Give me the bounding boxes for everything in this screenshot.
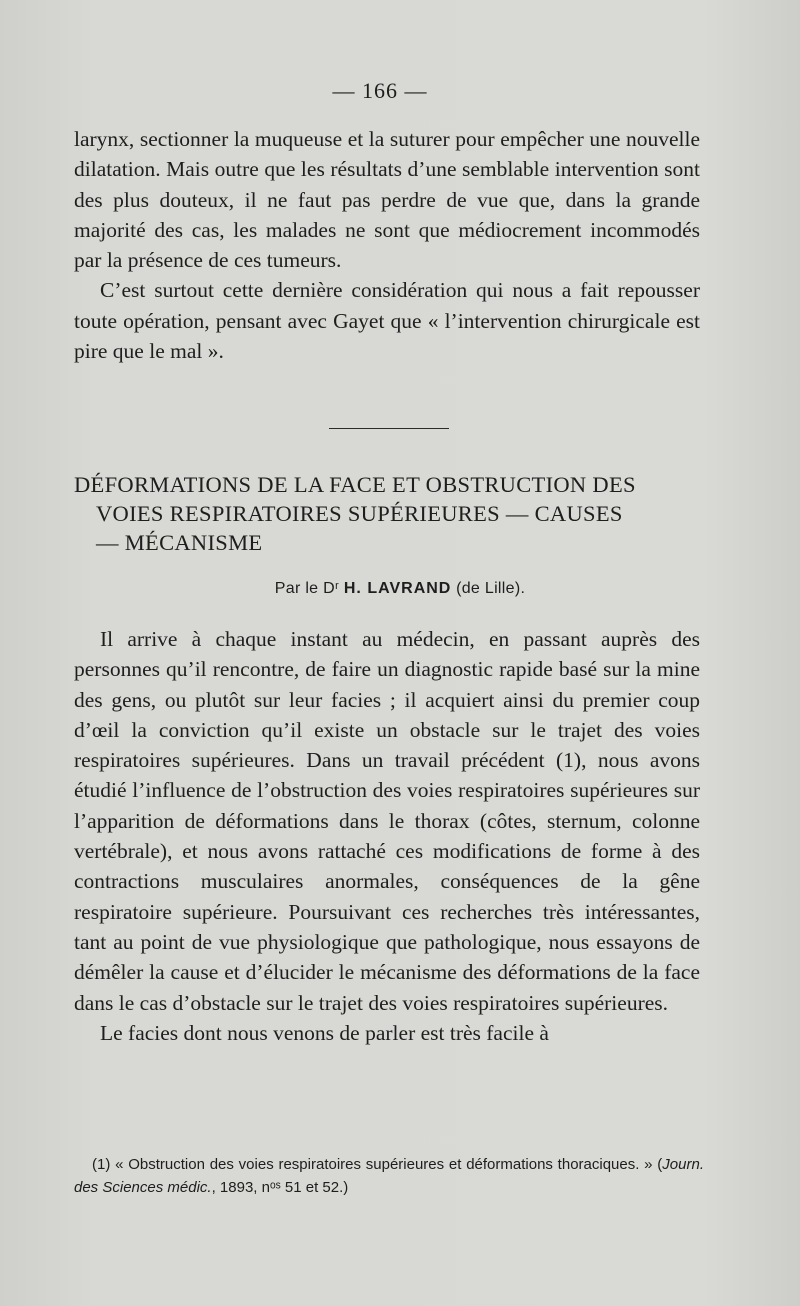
title-line: VOIES RESPIRATOIRES SUPÉRIEURES — CAUSES (96, 501, 623, 526)
paragraph: C’est surtout cette dernière considération qui nous a fait repousser toute opération, pensant avec Gayet que « l’intervention chirurgicale est pire que le mal ». (74, 278, 700, 364)
footnote-marker: (1) (92, 1156, 111, 1173)
continuation-text (74, 124, 700, 366)
author-name: H. LAVRAND (343, 580, 452, 597)
paragraph: Il arrive à chaque instant au médecin, en passant auprès des personnes qu’il rencontre, de faire un diagnostic rapide basé sur la mine des gens, ou plutôt sur leur facies ; il acquiert ainsi du premier coup d’œil la conviction qu’il existe un obstacle sur le trajet des voies respiratoires supérieures. Dans un travail précédent (1), nous avons étudié l’influence de l’obstruction des voies respiratoires supérieures sur l’apparition de déformations dans le thorax (côtes, sternum, colonne vertébrale), et nous avons rattaché ces modifications de forme à des contractions musculaires anormales, conséquences de la gêne respiratoire supérieure. Poursuivant ces recherches très intéressantes, tant au point de vue physiologique que pathologique, nous essayons de démêler la cause et d’élucider le mécanisme des déformations de la face dans le cas d’obstacle sur le trajet des voies respiratoires supérieures. (74, 627, 700, 1015)
paragraph: larynx, sectionner la muqueuse et la suturer pour empêcher une nouvelle dilatation. Mais outre que les résultats d’une semblable intervention sont des plus douteux, il ne faut pas perdre de vue que, dans la grande majorité des cas, les malades ne sont que médiocrement incommodés par la présence de ces tumeurs. (74, 127, 700, 273)
footnote-text: « Obstruction des voies respiratoires supérieures et déformations thoraciques. » ( (115, 1156, 663, 1173)
title-line: — MÉCANISME (96, 530, 263, 555)
section-divider (329, 428, 449, 429)
article-title (74, 470, 704, 557)
footnote-journal: Journ. des Sciences médic. (74, 1156, 704, 1196)
article-body (74, 624, 700, 1048)
title-line: DÉFORMATIONS DE LA FACE ET OBSTRUCTION DES (74, 472, 636, 497)
page-number: — 166 — (332, 78, 428, 103)
author-affiliation: (de Lille). (456, 580, 526, 597)
paragraph: Le facies dont nous venons de parler est très facile à (100, 1020, 549, 1045)
byline (0, 580, 800, 598)
footnote-citation: , 1893, nᵒˢ 51 et 52.) (211, 1178, 349, 1196)
footnote (74, 1154, 704, 1199)
byline-prefix: Par le Dʳ (274, 580, 340, 597)
